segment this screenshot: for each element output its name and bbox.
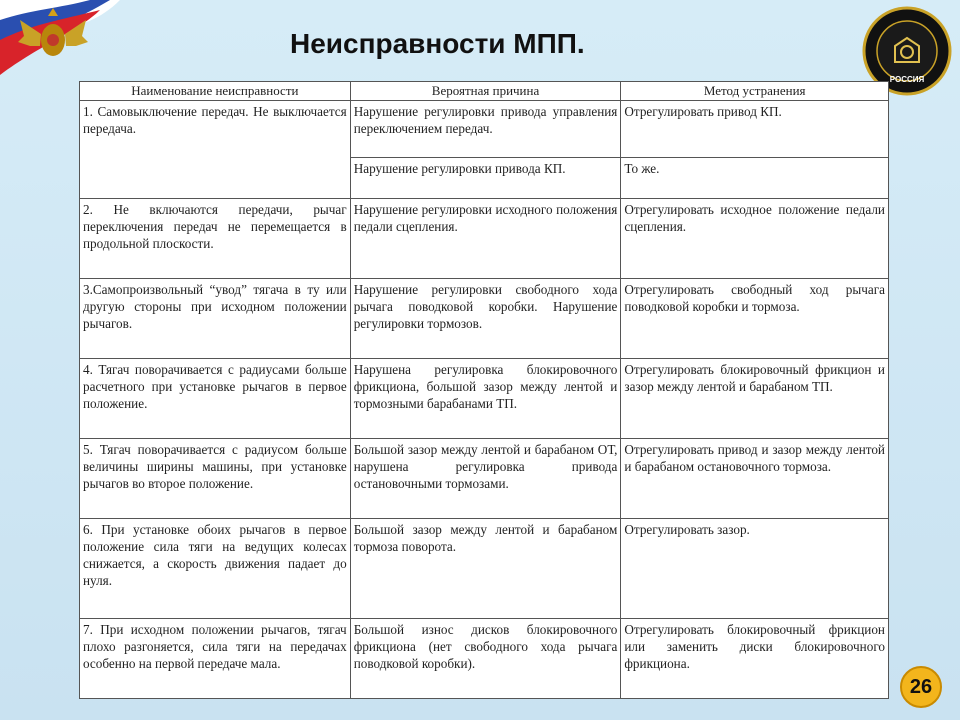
header-fault: Наименование неисправности bbox=[80, 82, 351, 101]
fix-cell: Отрегулировать зазор. bbox=[621, 519, 889, 619]
table-row bbox=[80, 519, 889, 619]
page-number-badge: 26 bbox=[900, 666, 942, 708]
fix-cell: Отрегулировать блокировочный фрикцион или заменить диски блокировочного фрикциона. bbox=[621, 619, 889, 699]
fix-cell: Отрегулировать привод КП. bbox=[621, 101, 889, 158]
cause-cell: Нарушена регулировка блокировочного фрикциона, большой зазор между лентой и тормозными барабанами ТП. bbox=[350, 359, 621, 439]
faults-table bbox=[79, 81, 889, 699]
fix-cell: Отрегулировать блокировочный фрикцион и зазор между лентой и барабаном ТП. bbox=[621, 359, 889, 439]
table-row bbox=[80, 279, 889, 359]
table-header-row bbox=[80, 82, 889, 101]
table-row bbox=[80, 359, 889, 439]
fault-cell: 5. Тягач поворачивается с радиусом больше величины ширины машины, при установке рычагов во второе положение. bbox=[80, 439, 351, 519]
page-title: Неисправности МПП. bbox=[290, 28, 585, 59]
cause-cell: Большой зазор между лентой и барабаном ОТ, нарушена регулировка привода остановочными тормозами. bbox=[350, 439, 621, 519]
fault-cell: 6. При установке обоих рычагов в первое положение сила тяги на ведущих колесах снижается, а скорость движения падает до нуля. bbox=[80, 519, 351, 619]
fault-cell: 3.Самопроизвольный “увод” тягача в ту или другую стороны при исходном положении рычагов. bbox=[80, 279, 351, 359]
fix-cell: Отрегулировать свободный ход рычага поводковой коробки и тормоза. bbox=[621, 279, 889, 359]
table-row bbox=[80, 439, 889, 519]
table-row bbox=[80, 101, 889, 158]
fault-cell: 2. Не включаются передачи, рычаг переключения передач не перемещается в продольной плоскости. bbox=[80, 199, 351, 279]
header-cause: Вероятная причина bbox=[350, 82, 621, 101]
fault-cell: 4. Тягач поворачивается с радиусами больше расчетного при установке рычагов в первое положение. bbox=[80, 359, 351, 439]
table-row bbox=[80, 619, 889, 699]
fix-cell: То же. bbox=[621, 158, 889, 199]
cause-cell: Нарушение регулировки привода управления переключением передач. bbox=[350, 101, 621, 158]
table-row bbox=[80, 199, 889, 279]
header-fix: Метод устранения bbox=[621, 82, 889, 101]
cause-cell: Нарушение регулировки привода КП. bbox=[350, 158, 621, 199]
cause-cell: Большой износ дисков блокировочного фрикциона (нет свободного хода рычага поводковой коробки). bbox=[350, 619, 621, 699]
double-headed-eagle-icon bbox=[18, 6, 88, 70]
fix-cell: Отрегулировать привод и зазор между лентой и барабаном остановочного тормоза. bbox=[621, 439, 889, 519]
cause-cell: Нарушение регулировки свободного хода рычага поводковой коробки. Нарушение регулировки тормозов. bbox=[350, 279, 621, 359]
badge-label: РОССИЯ bbox=[889, 75, 925, 84]
cause-cell: Нарушение регулировки исходного положения педали сцепления. bbox=[350, 199, 621, 279]
cause-cell: Большой зазор между лентой и барабаном тормоза поворота. bbox=[350, 519, 621, 619]
fix-cell: Отрегулировать исходное положение педали сцепления. bbox=[621, 199, 889, 279]
fault-cell: 7. При исходном положении рычагов, тягач плохо разгоняется, сила тяги на передачах особенно на первой передаче мала. bbox=[80, 619, 351, 699]
fault-cell: 1. Самовыключение передач. Не выключается передача. bbox=[80, 101, 351, 199]
